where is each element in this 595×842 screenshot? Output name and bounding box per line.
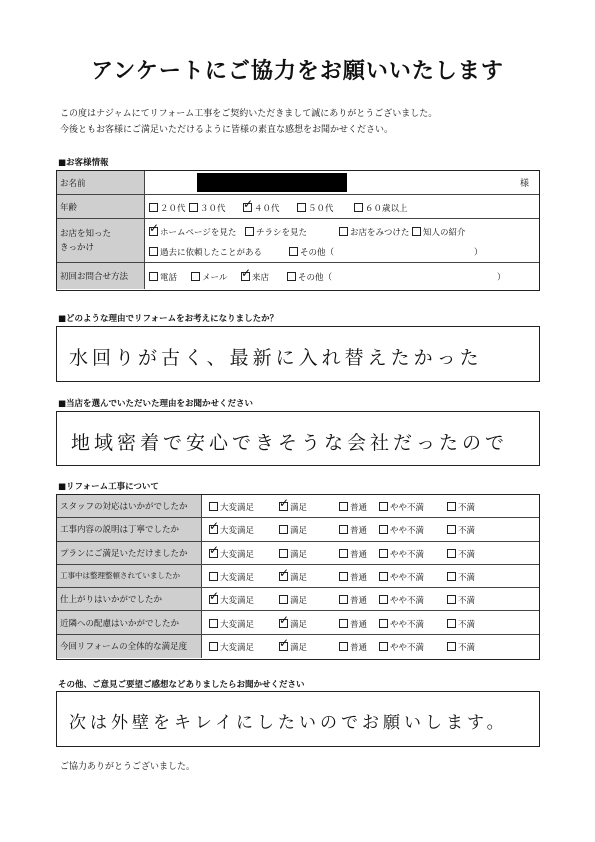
satisfaction-option[interactable] xyxy=(447,548,475,560)
checkbox-icon[interactable] xyxy=(209,572,218,581)
checkbox-icon[interactable] xyxy=(241,272,250,281)
trigger-option[interactable] xyxy=(245,226,307,238)
trigger-other-close: ） xyxy=(474,248,483,258)
satisfaction-option-label: 大変満足 xyxy=(220,526,255,537)
trigger-option-label: 知人の紹介 xyxy=(423,228,466,238)
satisfaction-option-label: 普通 xyxy=(350,619,368,630)
trigger-option[interactable] xyxy=(149,226,236,238)
checkbox-icon[interactable] xyxy=(149,272,158,281)
satisfaction-option[interactable] xyxy=(279,641,307,653)
satisfaction-option-label: 大変満足 xyxy=(220,503,255,514)
satisfaction-option[interactable] xyxy=(209,571,254,583)
satisfaction-option-label: 普通 xyxy=(350,572,368,583)
name-suffix: 様 xyxy=(519,179,529,189)
checkbox-icon[interactable] xyxy=(279,549,288,558)
checkbox-icon[interactable] xyxy=(412,227,421,236)
checkbox-icon[interactable] xyxy=(279,619,288,628)
satisfaction-option[interactable] xyxy=(279,571,307,583)
checkbox-icon[interactable] xyxy=(279,595,288,604)
q2-answer-box[interactable] xyxy=(56,411,540,466)
satisfaction-option-label: 満足 xyxy=(290,526,308,537)
satisfaction-option[interactable] xyxy=(447,571,475,583)
checkbox-icon[interactable] xyxy=(447,502,456,511)
satisfaction-option[interactable] xyxy=(279,548,307,560)
checkbox-icon[interactable] xyxy=(209,642,218,651)
satisfaction-option[interactable] xyxy=(209,641,254,653)
q4-heading: その他、ご意見ご要望ご感想などありましたらお聞かせください xyxy=(58,680,305,690)
satisfaction-option-label: 満足 xyxy=(290,549,308,560)
age-option[interactable] xyxy=(243,202,280,214)
intro-text xyxy=(60,106,437,138)
satisfaction-question: スタッフの対応はいかがでしたか xyxy=(57,495,202,517)
first-contact-label: 初回お問合せ方法 xyxy=(57,263,145,289)
satisfaction-row xyxy=(57,495,539,518)
satisfaction-option[interactable] xyxy=(339,548,367,560)
contact-other-close: ） xyxy=(497,273,506,283)
q1-heading: ■どのような理由でリフォームをお考えになりましたか？ xyxy=(58,314,279,324)
checkbox-icon[interactable] xyxy=(339,572,348,581)
satisfaction-row xyxy=(57,542,539,565)
satisfaction-option[interactable] xyxy=(209,618,254,630)
checkbox-icon[interactable] xyxy=(339,595,348,604)
satisfaction-row xyxy=(57,565,539,588)
satisfaction-question: 仕上がりはいかがでしたか xyxy=(57,588,202,610)
customer-info-table xyxy=(56,170,540,291)
checkbox-icon[interactable] xyxy=(447,549,456,558)
satisfaction-option[interactable] xyxy=(447,501,475,513)
satisfaction-row xyxy=(57,588,539,611)
trigger-option-label: ホームページを見た xyxy=(160,228,237,238)
age-option[interactable] xyxy=(297,202,334,214)
checkbox-icon[interactable] xyxy=(149,227,158,236)
contact-option[interactable] xyxy=(149,271,177,283)
satisfaction-option[interactable] xyxy=(447,641,475,653)
redacted-name xyxy=(197,173,347,192)
satisfaction-question: 工事中は整理整頓されていましたか xyxy=(57,565,202,587)
satisfaction-option-label: やや不満 xyxy=(390,596,425,607)
checkbox-icon[interactable] xyxy=(447,619,456,628)
checkbox-icon[interactable] xyxy=(189,203,198,212)
satisfaction-question: 今回リフォームの全体的な満足度 xyxy=(57,635,202,658)
trigger-option[interactable] xyxy=(289,246,334,258)
checkbox-icon[interactable] xyxy=(339,549,348,558)
contact-option-label: メール xyxy=(202,273,228,283)
satisfaction-option-label: やや不満 xyxy=(390,503,425,514)
satisfaction-option-label: 満足 xyxy=(290,642,308,653)
age-label: 年齢 xyxy=(57,195,145,218)
age-option[interactable] xyxy=(149,202,186,214)
checkbox-icon[interactable] xyxy=(279,502,288,511)
satisfaction-option[interactable] xyxy=(339,641,367,653)
satisfaction-option[interactable] xyxy=(339,524,367,536)
satisfaction-option[interactable] xyxy=(339,571,367,583)
satisfaction-question: 工事内容の説明は丁寧でしたか xyxy=(57,518,202,540)
q1-answer: 水回りが古く、最新に入れ替えたかった xyxy=(69,347,483,369)
satisfaction-row xyxy=(57,635,539,658)
contact-option-label: 来店 xyxy=(252,273,270,283)
q2-heading: ■当店を選んでいただいた理由をお聞かせください xyxy=(58,399,254,409)
age-option[interactable] xyxy=(354,202,408,214)
age-option[interactable] xyxy=(189,202,226,214)
satisfaction-option-label: 大変満足 xyxy=(220,549,255,560)
checkbox-icon[interactable] xyxy=(379,642,388,651)
satisfaction-option-label: やや不満 xyxy=(390,526,425,537)
q2-answer: 地域密着で安心できそうな会社だったので xyxy=(71,432,509,454)
checkbox-icon[interactable] xyxy=(447,525,456,534)
satisfaction-option-label: 不満 xyxy=(458,572,476,583)
satisfaction-option[interactable] xyxy=(339,501,367,513)
checkbox-icon[interactable] xyxy=(209,595,218,604)
satisfaction-option[interactable] xyxy=(209,548,254,560)
satisfaction-option-label: 不満 xyxy=(458,526,476,537)
trigger-label-line-2: きっかけ xyxy=(60,242,95,253)
q3-heading: ■リフォーム工事について xyxy=(58,482,159,492)
satisfaction-option-label: 大変満足 xyxy=(220,619,255,630)
trigger-label xyxy=(57,219,145,262)
checkbox-icon[interactable] xyxy=(245,227,254,236)
satisfaction-row xyxy=(57,611,539,634)
satisfaction-question: プランにご満足いただけましたか xyxy=(57,542,202,564)
checkbox-icon[interactable] xyxy=(287,272,296,281)
satisfaction-option-label: 不満 xyxy=(458,596,476,607)
satisfaction-option[interactable] xyxy=(379,618,424,630)
checkbox-icon[interactable] xyxy=(279,572,288,581)
satisfaction-option[interactable] xyxy=(209,501,254,513)
trigger-label-line-1: お店を知った xyxy=(60,228,112,239)
trigger-option-label: その他（ xyxy=(300,248,335,258)
checkbox-icon[interactable] xyxy=(209,549,218,558)
trigger-option-label: お店をみつけた xyxy=(350,228,410,238)
checkbox-icon[interactable] xyxy=(339,227,348,236)
checkbox-icon[interactable] xyxy=(289,247,298,256)
satisfaction-option[interactable] xyxy=(279,501,307,513)
satisfaction-option-label: やや不満 xyxy=(390,642,425,653)
checkbox-icon[interactable] xyxy=(379,595,388,604)
satisfaction-option[interactable] xyxy=(447,618,475,630)
checkbox-icon[interactable] xyxy=(149,247,158,256)
satisfaction-option-label: 大変満足 xyxy=(220,596,255,607)
checkbox-icon[interactable] xyxy=(279,642,288,651)
q4-answer: 次は外壁をキレイにしたいのでお願いします。 xyxy=(69,713,508,733)
trigger-row xyxy=(57,219,539,263)
age-row xyxy=(57,195,539,219)
satisfaction-option-label: 普通 xyxy=(350,503,368,514)
checkbox-icon[interactable] xyxy=(339,619,348,628)
satisfaction-option[interactable] xyxy=(279,618,307,630)
satisfaction-option-label: 満足 xyxy=(290,596,308,607)
satisfaction-option[interactable] xyxy=(447,594,475,606)
satisfaction-row xyxy=(57,518,539,541)
age-option-label: ３０代 xyxy=(200,204,226,214)
satisfaction-option-label: 不満 xyxy=(458,503,476,514)
satisfaction-option-label: やや不満 xyxy=(390,572,425,583)
satisfaction-option-label: 普通 xyxy=(350,549,368,560)
satisfaction-option-label: 不満 xyxy=(458,619,476,630)
satisfaction-option[interactable] xyxy=(379,524,424,536)
checkbox-icon[interactable] xyxy=(339,525,348,534)
intro-line-1: この度はナジャムにてリフォーム工事をご契約いただきまして誠にありがとうございました。 xyxy=(60,109,438,119)
contact-option[interactable] xyxy=(191,271,227,283)
checkbox-icon[interactable] xyxy=(379,502,388,511)
customer-section-heading: ■お客様情報 xyxy=(58,158,109,168)
checkbox-icon[interactable] xyxy=(379,549,388,558)
satisfaction-table xyxy=(56,494,540,660)
checkbox-icon[interactable] xyxy=(209,525,218,534)
satisfaction-option-label: 不満 xyxy=(458,549,476,560)
satisfaction-option-label: 満足 xyxy=(290,503,308,514)
checkbox-icon[interactable] xyxy=(209,502,218,511)
checkbox-icon[interactable] xyxy=(447,642,456,651)
checkbox-icon[interactable] xyxy=(339,502,348,511)
satisfaction-option-label: 普通 xyxy=(350,596,368,607)
satisfaction-option-label: やや不満 xyxy=(390,619,425,630)
satisfaction-option[interactable] xyxy=(209,594,254,606)
contact-option[interactable] xyxy=(241,271,269,283)
page-title: アンケートにご協力をお願いいたします xyxy=(91,59,504,84)
checkbox-icon[interactable] xyxy=(191,272,200,281)
q4-answer-box[interactable] xyxy=(56,691,540,747)
satisfaction-option[interactable] xyxy=(279,524,307,536)
satisfaction-option-label: 大変満足 xyxy=(220,572,255,583)
q1-answer-box[interactable] xyxy=(56,326,540,382)
contact-option-label: 電話 xyxy=(160,273,178,283)
first-contact-row xyxy=(57,263,539,289)
satisfaction-option[interactable] xyxy=(209,524,254,536)
checkbox-icon[interactable] xyxy=(209,619,218,628)
satisfaction-option[interactable] xyxy=(339,594,367,606)
checkbox-icon[interactable] xyxy=(243,203,252,212)
satisfaction-option-label: 普通 xyxy=(350,642,368,653)
checkbox-icon[interactable] xyxy=(339,642,348,651)
satisfaction-option[interactable] xyxy=(279,594,307,606)
contact-option[interactable] xyxy=(287,271,332,283)
checkbox-icon[interactable] xyxy=(297,203,306,212)
trigger-option[interactable] xyxy=(149,246,262,258)
age-option-label: ６０歳以上 xyxy=(365,204,408,214)
checkbox-icon[interactable] xyxy=(447,595,456,604)
intro-line-2: 今後ともお客様にご満足いただけるように皆様の素直な感想をお聞かせください。 xyxy=(60,125,394,135)
age-option-label: ５０代 xyxy=(308,204,334,214)
satisfaction-option[interactable] xyxy=(379,501,424,513)
checkbox-icon[interactable] xyxy=(379,619,388,628)
age-option-label: ２０代 xyxy=(160,204,186,214)
checkbox-icon[interactable] xyxy=(354,203,363,212)
trigger-option[interactable] xyxy=(412,226,466,238)
satisfaction-question: 近隣への配慮はいかがでしたか xyxy=(57,611,202,633)
satisfaction-option-label: やや不満 xyxy=(390,549,425,560)
checkbox-icon[interactable] xyxy=(279,525,288,534)
checkbox-icon[interactable] xyxy=(379,525,388,534)
footer-thanks: ご協力ありがとうございました。 xyxy=(60,762,196,772)
name-label: お名前 xyxy=(57,171,145,194)
contact-option-label: その他（ xyxy=(298,273,333,283)
satisfaction-option[interactable] xyxy=(379,594,424,606)
trigger-option-label: チラシを見た xyxy=(256,228,308,238)
trigger-option[interactable] xyxy=(339,226,409,238)
satisfaction-option[interactable] xyxy=(447,524,475,536)
checkbox-icon[interactable] xyxy=(379,572,388,581)
satisfaction-option-label: 不満 xyxy=(458,642,476,653)
satisfaction-option[interactable] xyxy=(339,618,367,630)
satisfaction-option-label: 満足 xyxy=(290,619,308,630)
trigger-option-label: 過去に依頼したことがある xyxy=(160,248,263,258)
satisfaction-option[interactable] xyxy=(379,571,424,583)
satisfaction-option-label: 普通 xyxy=(350,526,368,537)
satisfaction-option[interactable] xyxy=(379,641,424,653)
age-option-label: ４０代 xyxy=(254,204,280,214)
checkbox-icon[interactable] xyxy=(447,572,456,581)
satisfaction-option[interactable] xyxy=(379,548,424,560)
name-row xyxy=(57,171,539,195)
satisfaction-option-label: 満足 xyxy=(290,572,308,583)
checkbox-icon[interactable] xyxy=(149,203,158,212)
satisfaction-option-label: 大変満足 xyxy=(220,642,255,653)
